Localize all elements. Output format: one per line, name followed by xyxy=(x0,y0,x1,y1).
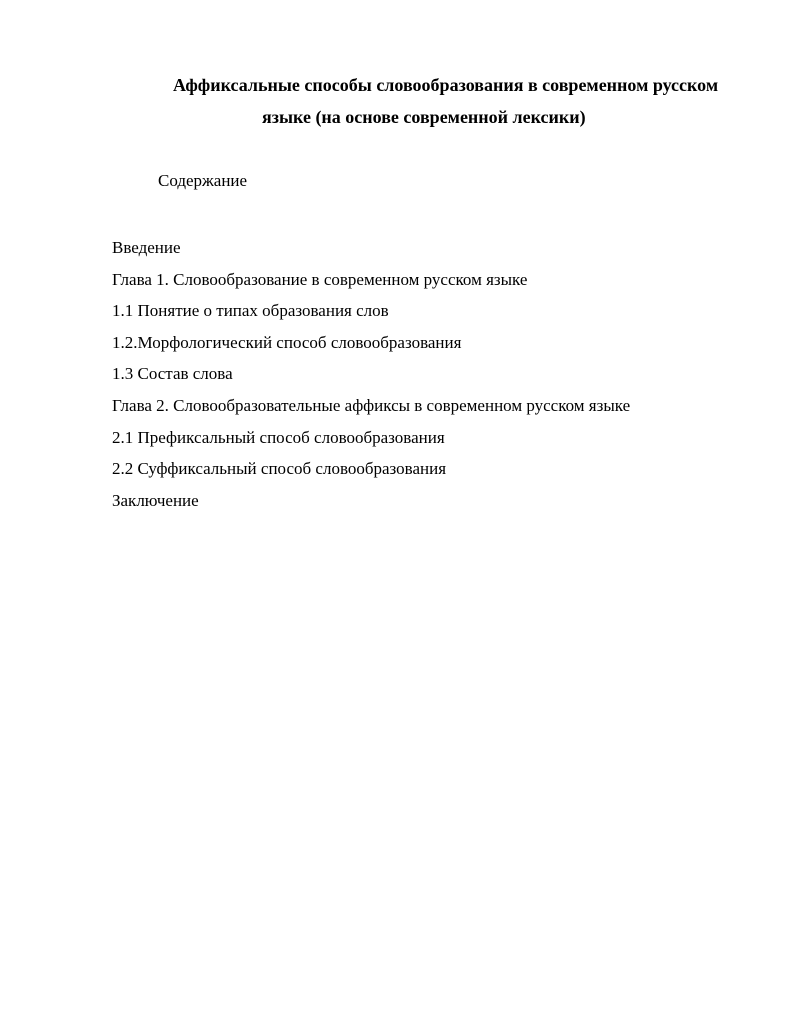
table-of-contents xyxy=(112,232,630,516)
document-title-line-1: Аффиксальные способы словообразования в современном русском xyxy=(173,75,719,95)
toc-item-section-2-1: 2.1 Префиксальный способ словообразования xyxy=(112,427,445,447)
toc-item-introduction: Введение xyxy=(112,238,181,257)
toc-item-conclusion: Заключение xyxy=(112,490,199,510)
toc-item-section-1-2: 1.2.Морфологический способ словообразования xyxy=(112,332,462,352)
document-title-line-2: языке (на основе современной лексики) xyxy=(262,107,586,127)
toc-item-chapter-1: Глава 1. Словообразование в современном русском языке xyxy=(112,269,528,289)
toc-item-section-2-2: 2.2 Суффиксальный способ словообразования xyxy=(112,459,447,479)
toc-item-section-1-3: 1.3 Состав слова xyxy=(112,364,233,384)
toc-item-chapter-2: Глава 2. Словообразовательные аффиксы в современном русском языке xyxy=(112,395,631,415)
toc-item-section-1-1: 1.1 Понятие о типах образования слов xyxy=(112,301,389,321)
contents-heading: Содержание xyxy=(158,171,248,190)
